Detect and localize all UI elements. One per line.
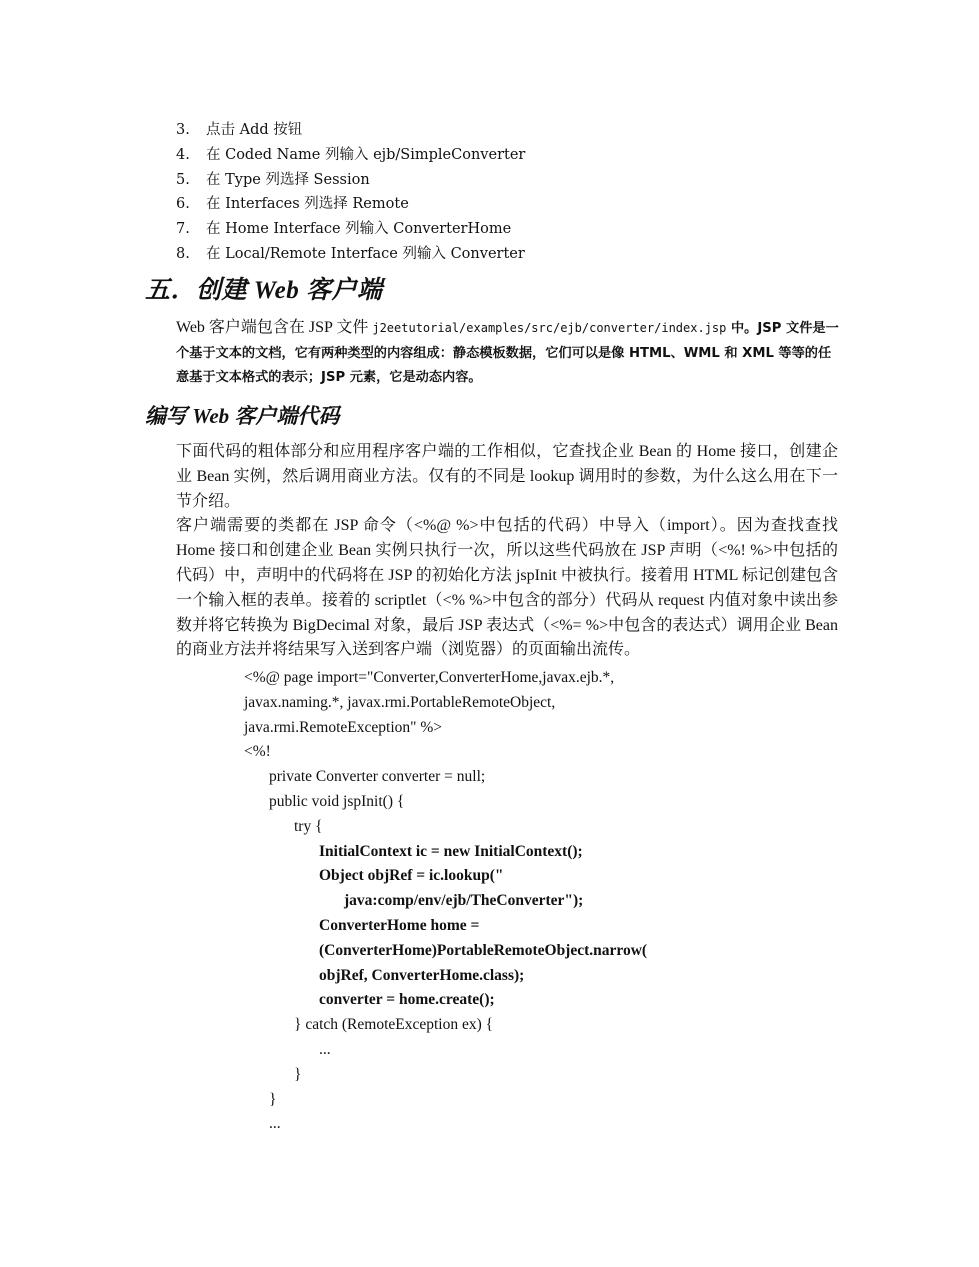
step-number: 3. [176, 122, 190, 138]
step-text: 在 Home Interface 列输入 ConverterHome [206, 221, 512, 238]
intro-paragraph [176, 316, 844, 391]
code-line: private Converter converter = null; [269, 768, 486, 786]
code-line: objRef, ConverterHome.class); [319, 966, 525, 984]
subsection-heading: 编写 Web 客户端代码 [145, 404, 340, 428]
code-line: public void jspInit() { [269, 792, 405, 810]
code-line: java:comp/env/ejb/TheConverter"); [344, 892, 584, 910]
step-number: 4. [176, 146, 190, 163]
code-line: ... [319, 1040, 331, 1058]
step-item [176, 143, 916, 168]
code-listing [244, 666, 844, 1137]
code-line: ConverterHome home = [319, 916, 480, 934]
step-item [176, 118, 916, 143]
step-number: 6. [176, 196, 190, 213]
step-text: 在 Local/Remote Interface 列输入 Converter [206, 245, 525, 262]
intro-rest: 中。JSP 文件是一个基于文本的文档，它有两种类型的内容组成：静态模板数据，它们可以是像 HTML、WML 和 XML 等等的任意基于文本格式的表示；JSP 元素，它是动态内容。 [176, 321, 839, 386]
file-path: j2eetutorial/examples/src/ejb/converter/index.jsp [372, 321, 727, 335]
section-heading: 五．创建 Web 客户端 [145, 277, 383, 304]
code-line: javax.naming.*, javax.rmi.PortableRemoteObject, [244, 693, 556, 711]
step-list [176, 118, 916, 267]
step-text: 在 Interfaces 列选择 Remote [206, 196, 409, 213]
code-line: converter = home.create(); [319, 991, 495, 1009]
code-line: ... [269, 1115, 281, 1133]
code-line: java.rmi.RemoteException" %> [244, 718, 442, 736]
code-line: InitialContext ic = new InitialContext(); [319, 842, 583, 860]
code-line: } catch (RemoteException ex) { [294, 1016, 494, 1034]
code-line: (ConverterHome)PortableRemoteObject.narrow( [319, 941, 648, 959]
step-text: 点击 Add 按钮 [206, 122, 303, 138]
step-number: 5. [176, 171, 190, 188]
code-line: <%@ page import="Converter,ConverterHome,javax.ejb.*, [244, 669, 615, 686]
step-text: 在 Type 列选择 Session [206, 171, 370, 188]
code-line: } [269, 1090, 277, 1108]
step-item [176, 168, 916, 193]
paragraph: 客户端需要的类都在 JSP 命令（<%@ %>中包括的代码）中导入（import）。因为查找查找 Home 接口和创建企业 Bean 实例只执行一次，所以这些代码放在 JSP 声明（<%! %>中包括的代码）中，声明中的代码将在 JSP 的初始化方法 jspInit 中被执行。接着用 HTML 标记创建包含一个输入框的表单。接着的 scriptlet（<% %>中包含的部分）代码从 request 内值对象中读出参数并将它转换为 BigDecimal 对象，最后 JSP 表达式（<%= %>中包含的表达式）调用企业 Bean 的商业方法并将结果写入送到客户端（浏览器）的页面输出流传。 [176, 517, 838, 659]
code-line: Object objRef = ic.lookup(" [319, 867, 504, 885]
code-line: <%! [244, 743, 271, 761]
step-number: 7. [176, 221, 190, 238]
step-text: 在 Coded Name 列输入 ejb/SimpleConverter [206, 146, 526, 163]
paragraph: 下面代码的粗体部分和应用程序客户端的工作相似，它查找企业 Bean 的 Home 接口，创建企业 Bean 实例，然后调用商业方法。仅有的不同是 lookup 调用时的参数，为什么这么用在下一节介绍。 [176, 443, 838, 510]
step-item [176, 192, 916, 217]
step-item [176, 242, 916, 267]
intro-lead: Web 客户端包含在 JSP 文件 [176, 319, 373, 336]
body-text [176, 440, 838, 663]
step-number: 8. [176, 245, 190, 262]
code-line: try { [294, 817, 323, 835]
step-item [176, 217, 916, 242]
code-line: } [294, 1065, 302, 1083]
